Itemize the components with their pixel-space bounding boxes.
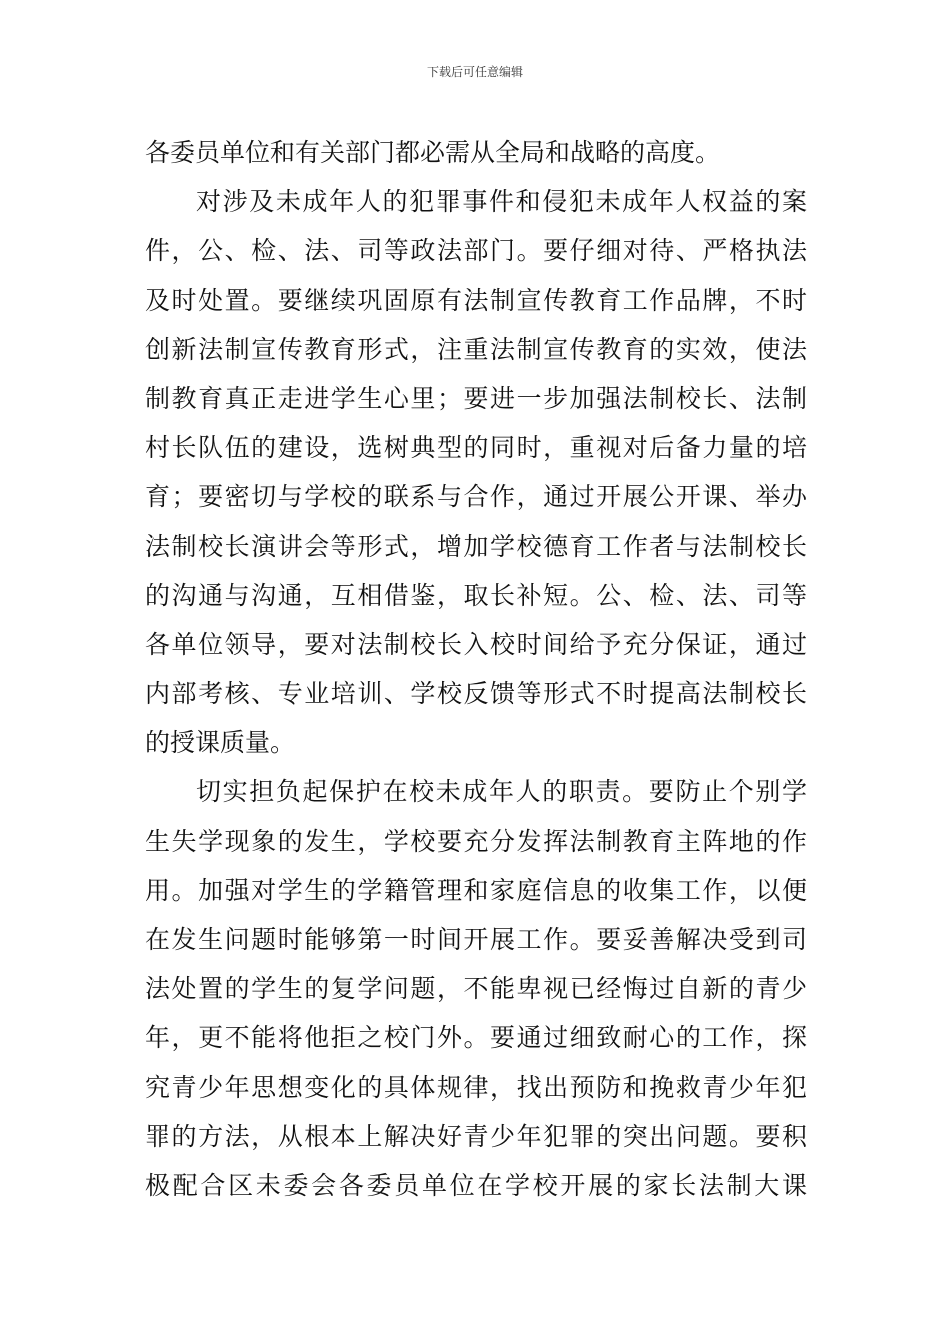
text-line: 的授课质量。 [145, 728, 296, 758]
text-line: 生失学现象的发生，学校要充分发挥法制教育主阵地的作 [145, 826, 807, 856]
text-line: 法处置的学生的复学问题，不能卑视已经悔过自新的青少 [145, 974, 807, 1004]
text-line: 用。加强对学生的学籍管理和家庭信息的收集工作，以便 [145, 875, 807, 905]
text-line: 各委员单位和有关部门都必需从全局和战略的高度。 [145, 138, 721, 167]
text-line: 内部考核、专业培训、学校反馈等形式不时提高法制校长 [145, 679, 807, 709]
text-line: 究青少年思想变化的具体规律，找出预防和挽救青少年犯 [145, 1072, 807, 1102]
text-line: 各单位领导，要对法制校长入校时间给予充分保证，通过 [145, 629, 807, 659]
text-line: 的沟通与沟通，互相借鉴，取长补短。公、检、法、司等 [145, 580, 807, 610]
text-line: 及时处置。要继续巩固原有法制宣传教育工作品牌，不时 [145, 285, 807, 315]
text-line: 育；要密切与学校的联系与合作，通过开展公开课、举办 [145, 482, 807, 512]
text-line: 创新法制宣传教育形式，注重法制宣传教育的实效，使法 [145, 334, 807, 364]
text-line: 极配合区未委会各委员单位在学校开展的家长法制大课 [145, 1170, 807, 1200]
text-line: 切实担负起保护在校未成年人的职责。要防止个别学 [196, 777, 807, 807]
text-line: 件，公、检、法、司等政法部门。要仔细对待、严格执法 [145, 236, 807, 266]
text-line: 村长队伍的建设，选树典型的同时，重视对后备力量的培 [145, 433, 807, 463]
text-line: 年，更不能将他拒之校门外。要通过细致耐心的工作，探 [145, 1023, 807, 1053]
text-line: 制教育真正走进学生心里；要进一步加强法制校长、法制 [145, 383, 807, 413]
text-line: 罪的方法，从根本上解决好青少年犯罪的突出问题。要积 [145, 1121, 807, 1151]
text-line: 对涉及未成年人的犯罪事件和侵犯未成年人权益的案 [196, 187, 807, 217]
text-line: 法制校长演讲会等形式，增加学校德育工作者与法制校长 [145, 531, 807, 561]
document-body [145, 128, 807, 1210]
text-line: 在发生问题时能够第一时间开展工作。要妥善解决受到司 [145, 925, 807, 954]
page-header-note: 下载后可任意编辑 [426, 65, 523, 79]
